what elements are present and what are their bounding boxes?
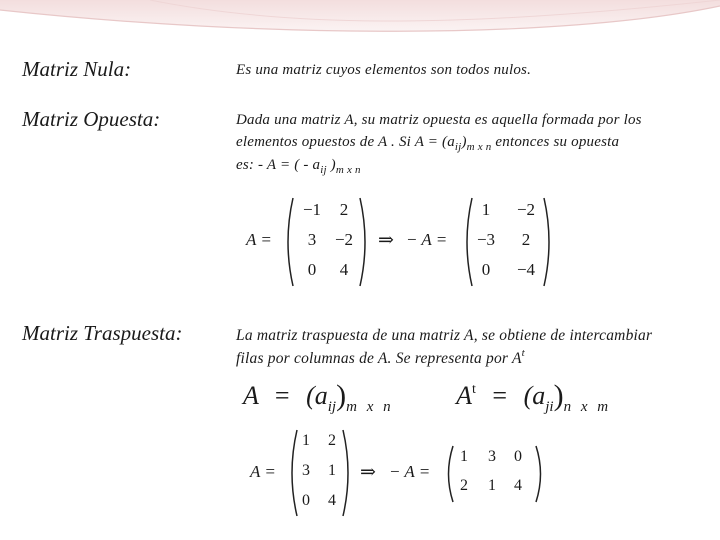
implies-arrow: ⇒ <box>378 230 394 251</box>
matrix-cell: 2 <box>339 200 349 219</box>
description-line: La matriz traspuesta de una matriz A, se obtiene de intercambiar <box>236 327 653 344</box>
formula-equals: = <box>492 381 508 410</box>
matrix-cell: 2 <box>328 432 336 449</box>
matrix-cell: 4 <box>328 492 336 509</box>
transpose-example <box>0 424 720 524</box>
description-line: es: - A = ( - $a_{ij}$ )$_{m x n}$ <box>236 157 361 176</box>
description-matriz-nula: Es una matriz cuyos elementos son todos nulos. <box>236 62 532 78</box>
matrix-cell: −2 <box>516 200 536 219</box>
matrix-a-label: A = <box>246 230 272 249</box>
right-paren <box>534 444 545 504</box>
matrix-a-label: A = <box>250 462 276 481</box>
matrix-cell: 1 <box>460 448 468 465</box>
formula-a-transpose: A <box>456 381 473 410</box>
matrix-cell: 2 <box>460 477 468 494</box>
matrix-cell: 3 <box>488 448 496 465</box>
matrix-cell: 1 <box>481 200 491 219</box>
formula-a: A <box>243 381 259 410</box>
formula-equals: = <box>274 381 290 410</box>
description-matriz-traspuesta <box>236 324 714 372</box>
description-line: filas por columnas de A. Se representa por $A^t$ <box>236 347 525 367</box>
right-paren <box>358 196 370 288</box>
implies-arrow: ⇒ <box>360 462 376 483</box>
transpose-formula <box>243 378 683 418</box>
right-paren <box>542 196 554 288</box>
matrix-cell: −1 <box>302 200 322 219</box>
matrix-cell: 1 <box>328 462 336 479</box>
formula-aji: (a <box>523 381 546 410</box>
formula-dims: m x n <box>346 399 394 415</box>
right-paren <box>341 428 353 518</box>
description-matriz-opuesta <box>236 109 714 177</box>
matrix-cell: 4 <box>514 477 522 494</box>
formula-sup: t <box>472 382 476 397</box>
matrix-cell: 1 <box>302 432 310 449</box>
description-line: elementos opuestos de A . Si $A = (a_{ij})_{m x n}$ entonces su opuesta <box>236 134 620 153</box>
matrix-cell: 3 <box>307 230 317 249</box>
opposite-example <box>0 190 720 290</box>
formula-paren: ) <box>553 379 564 412</box>
formula-aij: (a <box>306 381 328 410</box>
matrix-cell: 1 <box>488 477 496 494</box>
formula-sub: ij <box>327 399 337 415</box>
formula-paren: ) <box>336 379 347 412</box>
matrix-cell: 3 <box>302 462 310 479</box>
term-matriz-opuesta: Matriz Opuesta: <box>22 107 161 131</box>
description-line: Dada una matriz A, su matriz opuesta es aquella formada por los <box>236 112 642 128</box>
matrix-cell: −4 <box>516 260 536 279</box>
matrix-cell: 0 <box>481 260 491 279</box>
matrix-result-label: − A = <box>389 462 431 481</box>
matrix-cell: −2 <box>334 230 354 249</box>
matrix-cell: 0 <box>514 448 522 465</box>
formula-sub: ji <box>545 399 554 415</box>
matrix-cell: 4 <box>339 260 349 279</box>
term-matriz-traspuesta: Matriz Traspuesta: <box>22 321 183 345</box>
matrix-cell: 0 <box>302 492 310 509</box>
header-swoosh-decoration <box>0 0 720 60</box>
matrix-cell: 2 <box>521 230 531 249</box>
term-matriz-nula: Matriz Nula: <box>22 57 132 81</box>
formula-dims: n x m <box>563 399 612 415</box>
matrix-cell: −3 <box>476 230 496 249</box>
matrix-cell: 0 <box>307 260 317 279</box>
matrix-neg-a-label: − A = <box>406 230 448 249</box>
